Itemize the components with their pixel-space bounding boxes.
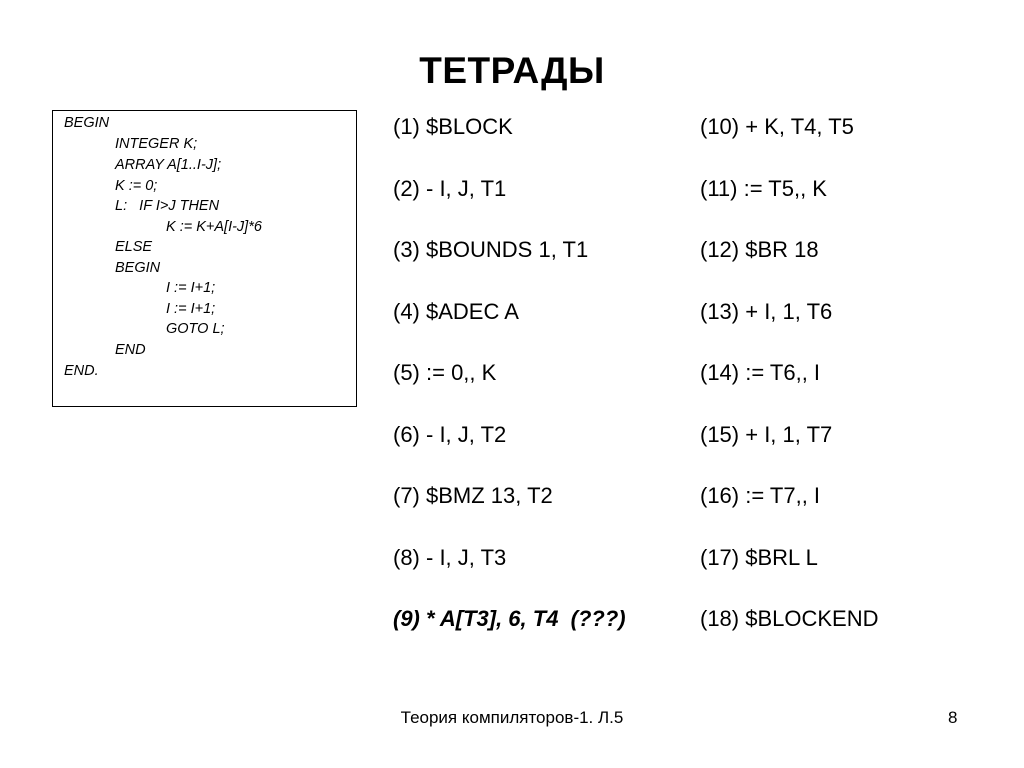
tetrad-item: (18) $BLOCKEND [700, 606, 879, 631]
tetrad-item: (1) $BLOCK [393, 114, 513, 139]
code-line: BEGIN [64, 115, 110, 131]
code-line: END [115, 342, 146, 358]
tetrad-item: (2) - I, J, T1 [393, 176, 507, 201]
tetrad-item: (3) $BOUNDS 1, T1 [393, 237, 589, 262]
code-line: I := I+1; [166, 280, 216, 296]
tetrad-item: (6) - I, J, T2 [393, 422, 507, 447]
code-line: K := 0; [115, 178, 158, 194]
code-line: BEGIN [115, 260, 161, 276]
page-number: 8 [948, 708, 958, 727]
tetrad-item: (11) := T5,, K [700, 176, 827, 201]
code-line: K := K+A[I-J]*6 [166, 219, 262, 235]
code-line: L: IF I>J THEN [115, 198, 220, 214]
source-code-box [52, 110, 357, 407]
tetrad-item: (5) := 0,, K [393, 360, 497, 385]
code-line: INTEGER K; [115, 136, 198, 152]
tetrad-item-highlighted: (9) * A[T3], 6, T4 (???) [393, 606, 626, 631]
tetrad-item: (4) $ADEC A [393, 299, 519, 324]
slide-title: ТЕТРАДЫ [419, 50, 605, 91]
tetrad-item: (10) + K, T4, T5 [700, 114, 854, 139]
tetrad-item: (8) - I, J, T3 [393, 545, 507, 570]
tetrad-item: (13) + I, 1, T6 [700, 299, 833, 324]
footer-course-title: Теория компиляторов-1. Л.5 [400, 708, 624, 727]
tetrad-item: (16) := T7,, I [700, 483, 821, 508]
tetrad-item: (12) $BR 18 [700, 237, 819, 262]
tetrad-item: (7) $BMZ 13, T2 [393, 483, 553, 508]
tetrad-item: (17) $BRL L [700, 545, 818, 570]
code-line: END. [64, 363, 99, 379]
code-line: ARRAY A[1..I-J]; [115, 157, 222, 173]
tetrad-item: (14) := T6,, I [700, 360, 821, 385]
code-line: I := I+1; [166, 301, 216, 317]
tetrad-item: (15) + I, 1, T7 [700, 422, 833, 447]
code-line: ELSE [115, 239, 153, 255]
code-line: GOTO L; [166, 321, 225, 337]
